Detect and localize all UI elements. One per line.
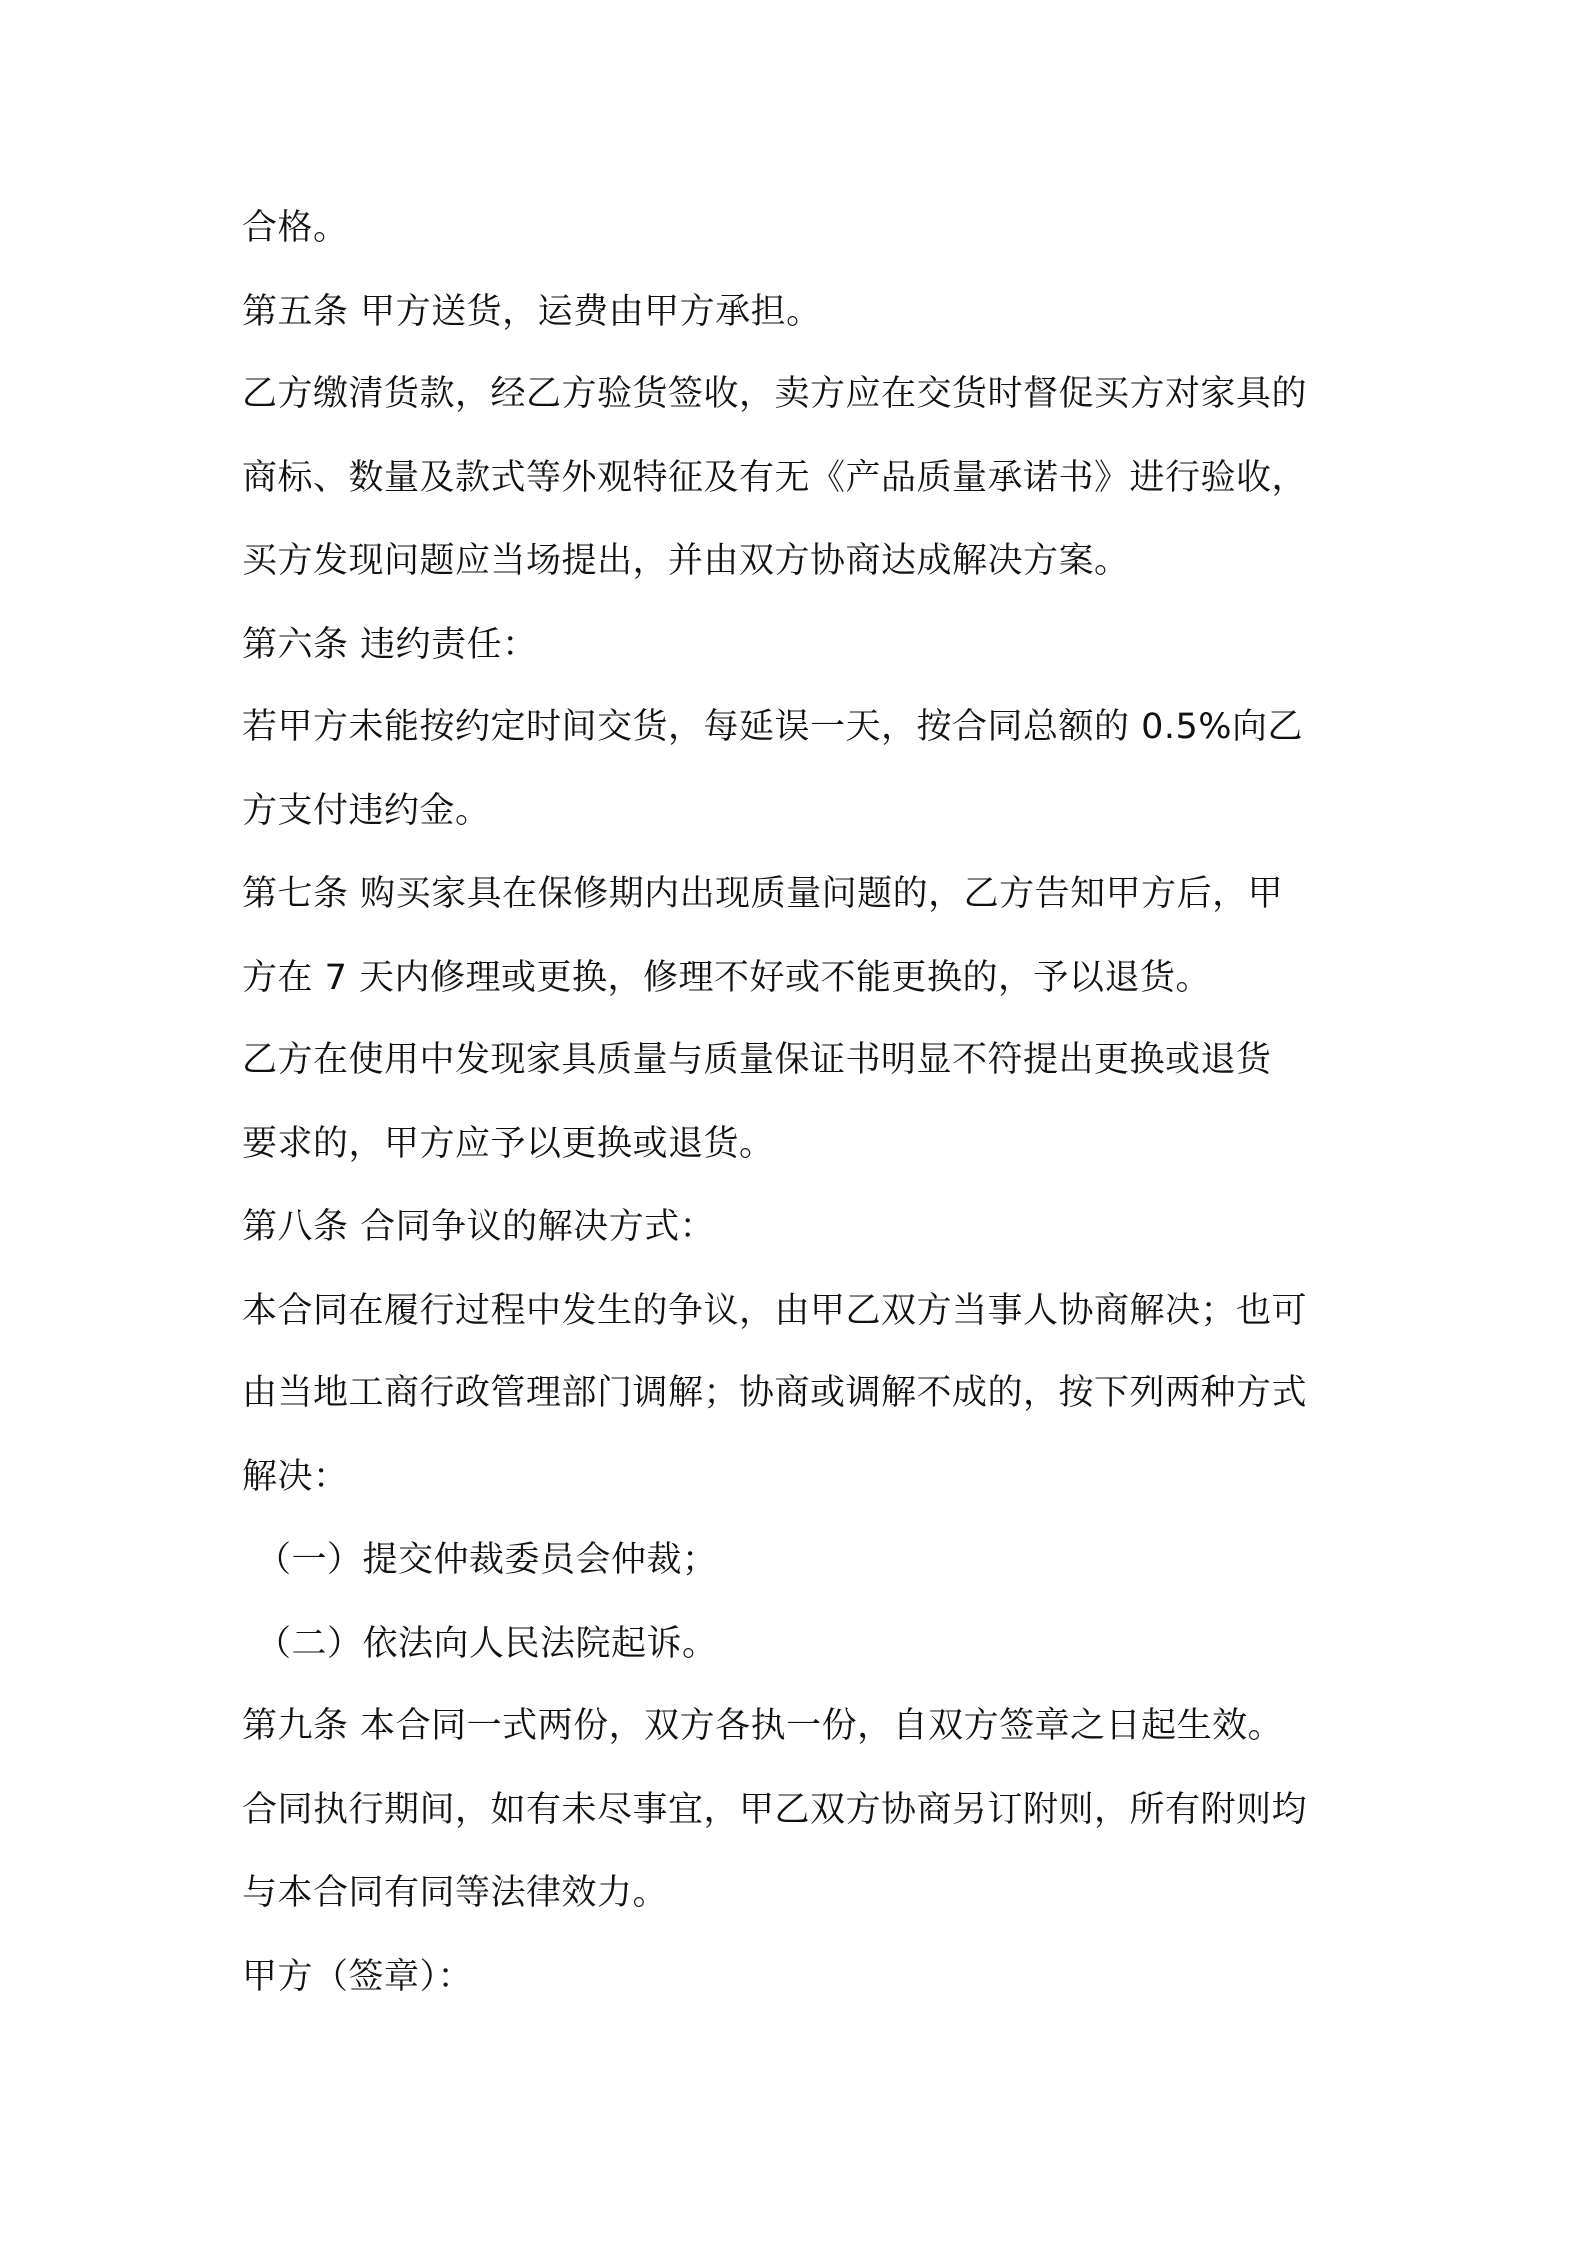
text-line: 合格。 — [242, 208, 349, 248]
list-item: （一）提交仲裁委员会仲裁； — [256, 1540, 718, 1580]
text-line: 方在 7 天内修理或更换，修理不好或不能更换的，予以退货。 — [242, 958, 1212, 998]
text-line: 与本合同有同等法律效力。 — [242, 1873, 669, 1913]
text-line: 若甲方未能按约定时间交货，每延误一天，按合同总额的 0.5%向乙 — [242, 707, 1304, 747]
text-line: 本合同在履行过程中发生的争议，由甲乙双方当事人协商解决；也可 — [242, 1291, 1308, 1331]
text-line: 合同执行期间，如有未尽事宜，甲乙双方协商另订附则，所有附则均 — [242, 1790, 1308, 1830]
text-line: 商标、数量及款式等外观特征及有无《产品质量承诺书》进行验收， — [242, 458, 1308, 498]
clause-5-heading: 第五条 甲方送货，运费由甲方承担。 — [242, 292, 822, 332]
clause-8-heading: 第八条 合同争议的解决方式： — [242, 1207, 716, 1247]
signature-label-party-a: 甲方（签章）： — [242, 1957, 474, 1997]
text-line: 由当地工商行政管理部门调解；协商或调解不成的，按下列两种方式 — [242, 1373, 1308, 1413]
text-line: 解决： — [242, 1457, 349, 1497]
text-line: 买方发现问题应当场提出，并由双方协商达成解决方案。 — [242, 541, 1130, 581]
text-line: 乙方在使用中发现家具质量与质量保证书明显不符提出更换或退货 — [242, 1040, 1272, 1080]
clause-9-heading: 第九条 本合同一式两份，双方各执一份，自双方签章之日起生效。 — [242, 1706, 1284, 1746]
clause-7-heading: 第七条 购买家具在保修期内出现质量问题的，乙方告知甲方后，甲 — [242, 874, 1284, 914]
text-line: 方支付违约金。 — [242, 791, 491, 831]
text-line: 乙方缴清货款，经乙方验货签收，卖方应在交货时督促买方对家具的 — [242, 374, 1308, 414]
text-line: 要求的，甲方应予以更换或退货。 — [242, 1124, 775, 1164]
list-item: （二）依法向人民法院起诉。 — [256, 1624, 718, 1664]
clause-6-heading: 第六条 违约责任： — [242, 625, 538, 665]
